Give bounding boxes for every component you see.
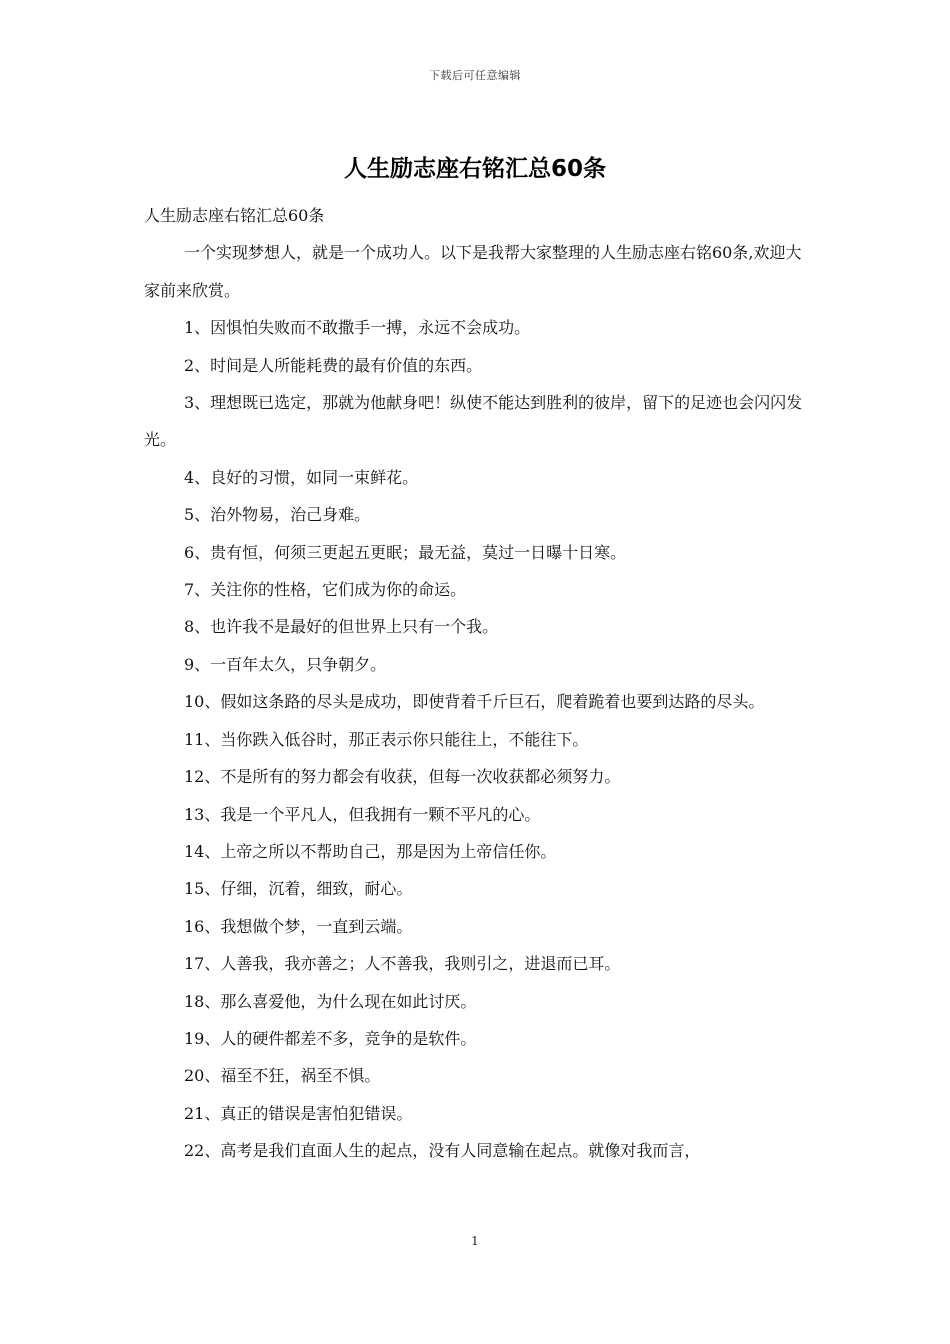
list-item: 20、福至不狂，祸至不惧。: [184, 1066, 381, 1086]
list-item: 16、我想做个梦，一直到云端。: [184, 916, 413, 936]
list-item: 8、也许我不是最好的但世界上只有一个我。: [184, 617, 499, 637]
list-item: 17、人善我，我亦善之；人不善我，我则引之，进退而已耳。: [184, 954, 621, 974]
list-item: 13、我是一个平凡人，但我拥有一颗不平凡的心。: [184, 804, 541, 824]
list-item: 9、一百年太久，只争朝夕。: [184, 654, 387, 674]
list-item: 15、仔细，沉着，细致，耐心。: [184, 879, 413, 899]
intro-paragraph: 一个实现梦想人，就是一个成功人。以下是我帮大家整理的人生励志座右铭60条,欢迎大家前来欣赏。: [144, 243, 802, 300]
list-item: 10、假如这条路的尽头是成功，即使背着千斤巨石，爬着跪着也要到达路的尽头。: [184, 692, 765, 712]
list-item: 4、良好的习惯，如同一束鲜花。: [184, 467, 419, 487]
page-title: 人生励志座右铭汇总60条: [343, 156, 606, 182]
list-item: 12、不是所有的努力都会有收获，但每一次收获都必须努力。: [184, 767, 621, 787]
document-body: [144, 197, 810, 1170]
list-item: 2、时间是人所能耗费的最有价值的东西。: [184, 355, 483, 375]
list-item: 3、理想既已选定，那就为他献身吧！纵使不能达到胜利的彼岸，留下的足迹也会闪闪发光。: [144, 393, 803, 450]
header-note: 下载后可任意编辑: [429, 69, 521, 82]
list-item: 5、治外物易，治己身难。: [184, 505, 371, 525]
list-item: 6、贵有恒，何须三更起五更眠；最无益，莫过一日曝十日寒。: [184, 542, 627, 562]
list-item: 22、高考是我们直面人生的起点，没有人同意输在起点。就像对我而言，: [184, 1141, 701, 1161]
page-number: 1: [471, 1234, 479, 1248]
list-item: 14、上帝之所以不帮助自己，那是因为上帝信任你。: [184, 841, 557, 861]
list-item: 18、那么喜爱他，为什么现在如此讨厌。: [184, 991, 477, 1011]
list-item: 7、关注你的性格，它们成为你的命运。: [184, 580, 467, 600]
list-item: 21、真正的错误是害怕犯错误。: [184, 1103, 413, 1123]
list-item: 11、当你跌入低谷时，那正表示你只能往上，不能往下。: [184, 729, 589, 749]
subtitle: 人生励志座右铭汇总60条: [144, 206, 325, 225]
list-item: 19、人的硬件都差不多，竞争的是软件。: [184, 1028, 477, 1048]
list-item: 1、因惧怕失败而不敢撒手一搏，永远不会成功。: [184, 318, 531, 338]
